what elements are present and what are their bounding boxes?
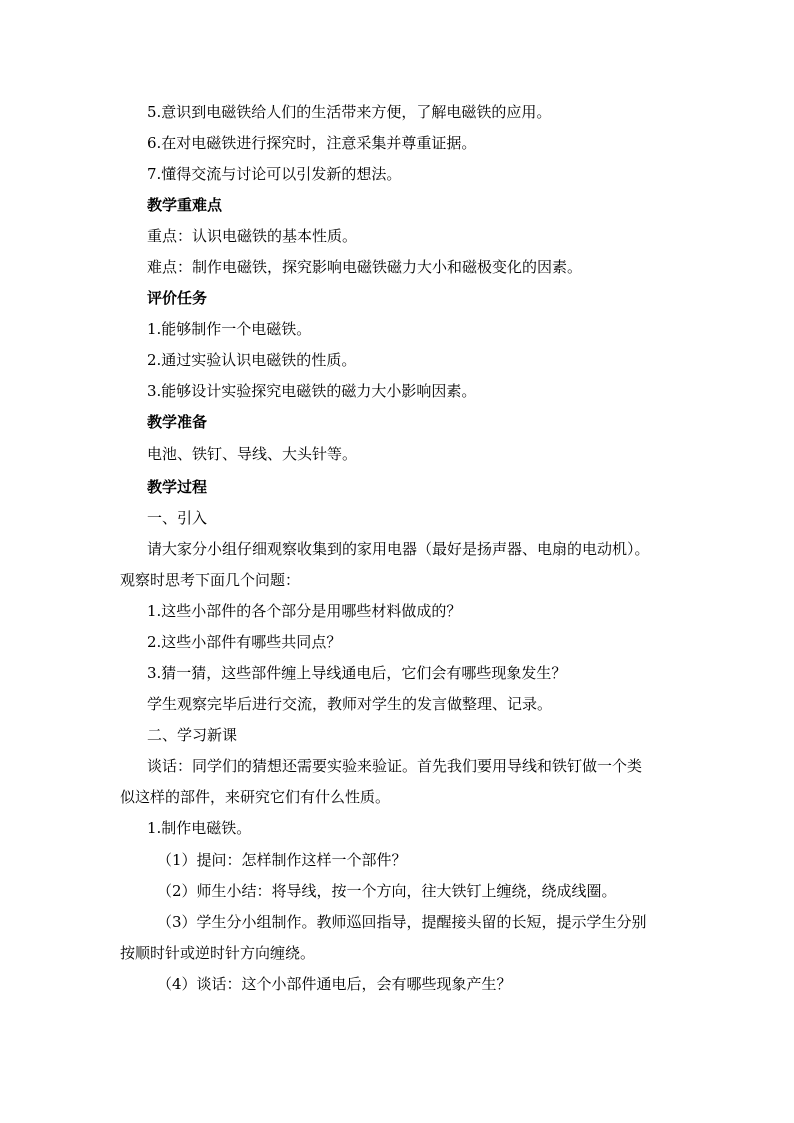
substep-3-line-2: 按顺时针或逆时针方向缠绕。 <box>120 944 316 962</box>
objective-6: 6.在对电磁铁进行探究时，注意采集并尊重证据。 <box>147 134 477 152</box>
evaluation-task-2: 2.通过实验认识电磁铁的性质。 <box>147 351 357 369</box>
heading-teaching-process: 教学过程 <box>147 478 208 496</box>
question-3: 3.猜一猜，这些部件缠上导线通电后，它们会有哪些现象发生？ <box>147 664 567 682</box>
heading-evaluation-tasks: 评价任务 <box>147 289 208 307</box>
question-2: 2.这些小部件有哪些共同点？ <box>147 633 342 651</box>
substep-4: （4）谈话：这个小部件通电后，会有哪些现象产生？ <box>157 975 512 993</box>
step-make-electromagnet: 1.制作电磁铁。 <box>147 819 252 837</box>
intro-paragraph-line-1: 请大家分小组仔细观察收集到的家用电器（最好是扬声器、电扇的电动机）。 <box>147 540 650 558</box>
section-introduction: 一、引入 <box>147 509 208 527</box>
objective-5: 5.意识到电磁铁给人们的生活带来方便，了解电磁铁的应用。 <box>147 103 552 121</box>
heading-key-difficult-points: 教学重难点 <box>147 196 223 214</box>
preparation-materials: 电池、铁钉、导线、大头针等。 <box>147 445 358 463</box>
key-point: 重点：认识电磁铁的基本性质。 <box>147 227 358 245</box>
intro-paragraph-line-2: 观察时思考下面几个问题： <box>120 571 301 589</box>
talk-paragraph-line-1: 谈话：同学们的猜想还需要实验来验证。首先我们要用导线和铁钉做一个类 <box>147 757 643 775</box>
talk-paragraph-line-2: 似这样的部件，来研究它们有什么性质。 <box>120 788 391 806</box>
heading-preparation: 教学准备 <box>147 413 208 431</box>
evaluation-task-3: 3.能够设计实验探究电磁铁的磁力大小影响因素。 <box>147 382 477 400</box>
objective-7: 7.懂得交流与讨论可以引发新的想法。 <box>147 165 402 183</box>
substep-1: （1）提问：怎样制作这样一个部件？ <box>157 851 407 869</box>
question-1: 1.这些小部件的各个部分是用哪些材料做成的？ <box>147 602 462 620</box>
difficult-point: 难点：制作电磁铁，探究影响电磁铁磁力大小和磁极变化的因素。 <box>147 258 583 276</box>
student-exchange: 学生观察完毕后进行交流，教师对学生的发言做整理、记录。 <box>147 695 553 713</box>
substep-2: （2）师生小结：将导线，按一个方向，往大铁钉上缠绕，绕成线圈。 <box>157 882 617 900</box>
evaluation-task-1: 1.能够制作一个电磁铁。 <box>147 320 312 338</box>
substep-3-line-1: （3）学生分小组制作。教师巡回指导，提醒接头留的长短，提示学生分别 <box>157 913 647 931</box>
section-new-lesson: 二、学习新课 <box>147 726 238 744</box>
